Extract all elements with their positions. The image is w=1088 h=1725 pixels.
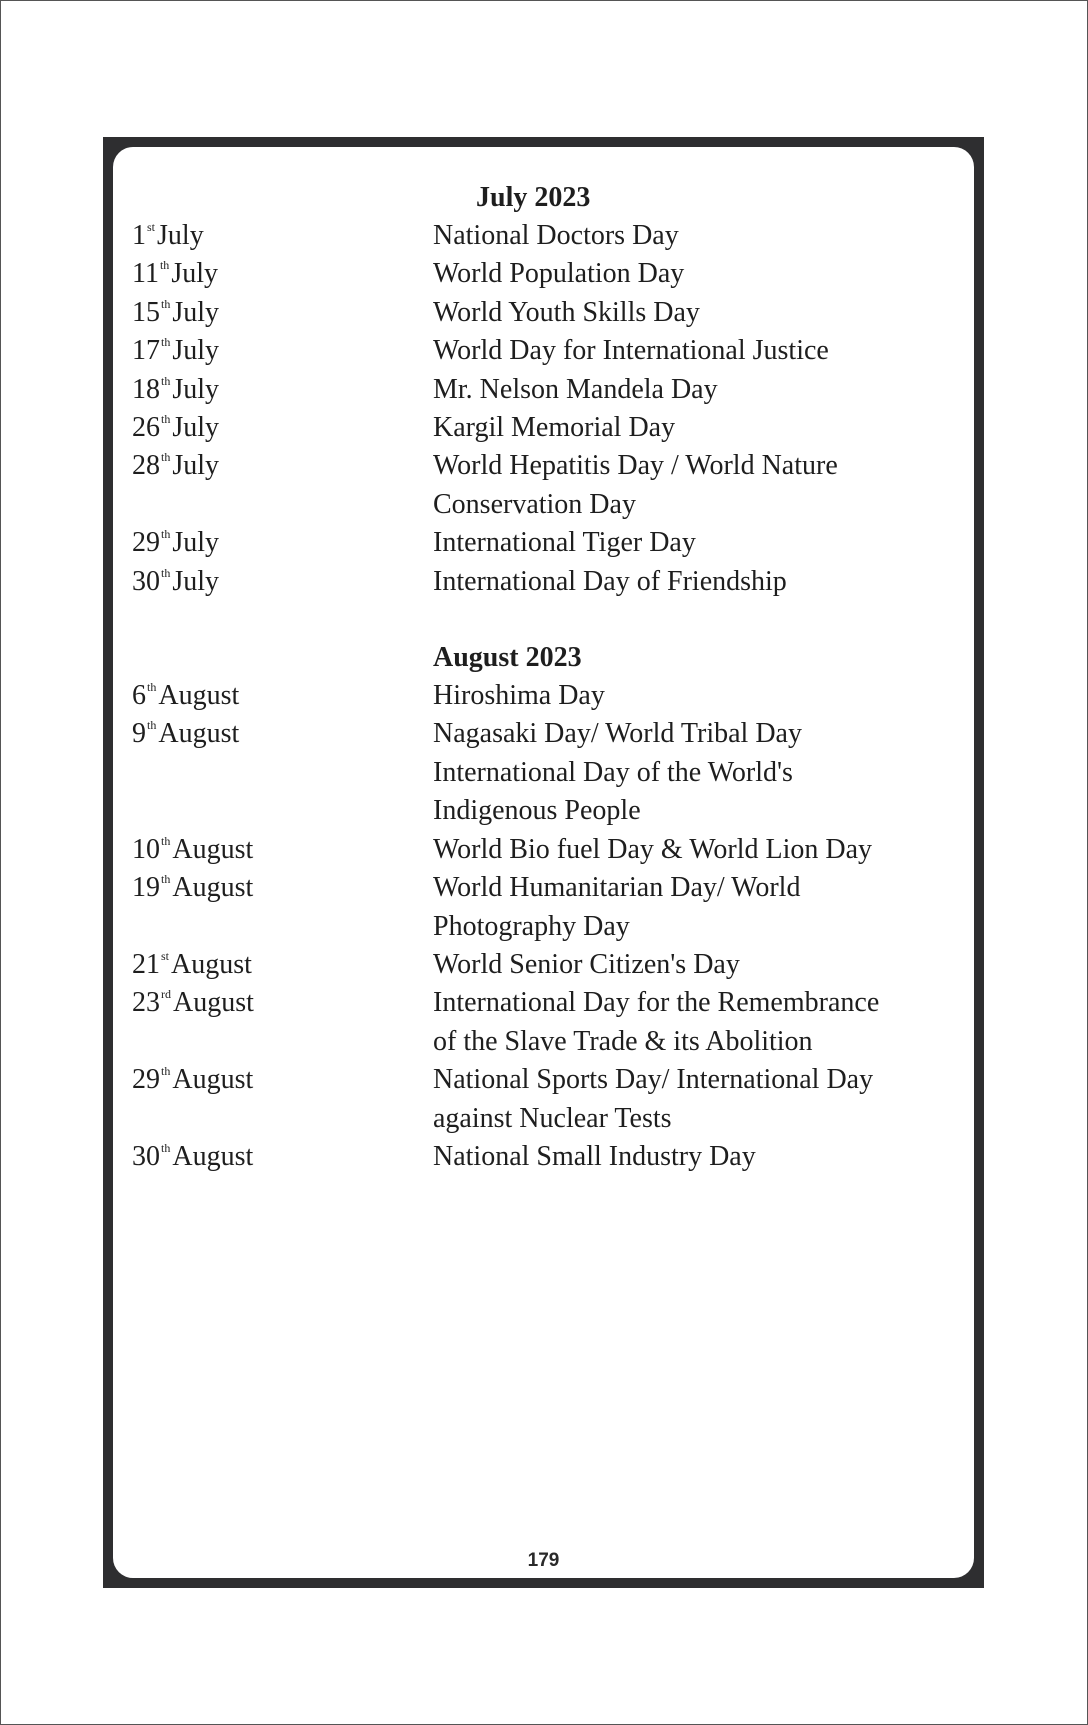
- date-month: July: [172, 296, 220, 328]
- date-ordinal-suffix: st: [161, 948, 170, 963]
- date-ordinal-suffix: th: [161, 833, 171, 848]
- observance-date: [132, 1138, 433, 1176]
- observance-row: [132, 524, 962, 562]
- observance-row: [132, 294, 962, 332]
- date-day: 6: [132, 680, 146, 712]
- observance-name-line: Hiroshima Day: [433, 680, 605, 712]
- date-ordinal-suffix: th: [159, 258, 170, 273]
- observance-row: [132, 563, 962, 601]
- date-month: July: [172, 373, 220, 405]
- date-day: 23: [132, 987, 160, 1019]
- observance-name-line: World Youth Skills Day: [433, 296, 700, 328]
- observance-name: [433, 1061, 962, 1138]
- date-ordinal-suffix: th: [161, 373, 171, 388]
- observance-date: [132, 677, 433, 715]
- observance-name-line: International Tiger Day: [433, 527, 696, 559]
- observance-name: [433, 1138, 962, 1176]
- observance-date: [132, 715, 433, 830]
- observance-date: [132, 869, 433, 946]
- date-month: July: [172, 527, 220, 559]
- date-day: 19: [132, 872, 160, 904]
- observance-row: [132, 869, 962, 946]
- july-entries: [132, 217, 962, 601]
- observance-date: [132, 217, 433, 255]
- observance-date: [132, 1061, 433, 1138]
- observance-name: [433, 447, 962, 524]
- date-month: August: [172, 833, 254, 865]
- page-frame: [103, 137, 984, 1588]
- observance-name: [433, 946, 962, 984]
- date-ordinal-suffix: th: [161, 296, 171, 311]
- date-month: August: [158, 718, 240, 750]
- observance-row: [132, 1138, 962, 1176]
- date-day: 21: [132, 948, 160, 980]
- observance-row: [132, 677, 962, 715]
- observance-date: [132, 831, 433, 869]
- observance-name: [433, 217, 962, 255]
- observance-name-line: Mr. Nelson Mandela Day: [433, 373, 718, 405]
- date-ordinal-suffix: th: [147, 718, 157, 733]
- observance-date: [132, 447, 433, 524]
- observance-name: [433, 409, 962, 447]
- observance-name-line: Photography Day: [433, 910, 630, 942]
- date-day: 30: [132, 565, 160, 597]
- august-entries: [132, 677, 962, 1176]
- observance-name-line: National Sports Day/ International Day: [433, 1064, 874, 1096]
- observance-name: [433, 869, 962, 946]
- date-month: August: [171, 948, 252, 980]
- section-heading-august: August 2023: [433, 642, 582, 674]
- observance-name: [433, 715, 962, 830]
- observance-row: [132, 831, 962, 869]
- date-month: July: [172, 335, 220, 367]
- observance-date: [132, 946, 433, 984]
- observance-row: [132, 332, 962, 370]
- observance-date: [132, 332, 433, 370]
- observance-name-line: National Small Industry Day: [433, 1140, 756, 1172]
- date-ordinal-suffix: th: [161, 412, 171, 427]
- page-number: 179: [527, 1550, 560, 1571]
- date-day: 15: [132, 296, 160, 328]
- date-ordinal-suffix: th: [161, 565, 171, 580]
- date-month: August: [172, 872, 254, 904]
- date-month: July: [172, 412, 220, 444]
- observance-name: [433, 294, 962, 332]
- observance-row: [132, 447, 962, 524]
- observance-date: [132, 255, 433, 293]
- observance-name-line: World Hepatitis Day / World Nature: [433, 450, 838, 482]
- date-ordinal-suffix: st: [147, 220, 156, 234]
- observance-name: [433, 677, 962, 715]
- observance-row: [132, 217, 962, 255]
- date-month: August: [173, 987, 254, 1019]
- observance-row: [132, 255, 962, 293]
- observance-name: [433, 255, 962, 293]
- observance-date: [132, 563, 433, 601]
- date-day: 17: [132, 335, 160, 367]
- date-day: 28: [132, 450, 160, 482]
- date-month: August: [158, 680, 240, 712]
- observance-name-line: World Day for International Justice: [433, 335, 829, 367]
- observance-date: [132, 371, 433, 409]
- observance-name-line: Conservation Day: [433, 488, 636, 520]
- observance-name-line: Indigenous People: [433, 795, 641, 827]
- observance-name-line: Kargil Memorial Day: [433, 412, 676, 444]
- observance-name: [433, 831, 962, 869]
- observance-date: [132, 294, 433, 332]
- observance-name-line: World Population Day: [433, 258, 685, 290]
- observance-name-line: World Senior Citizen's Day: [433, 948, 740, 980]
- observance-row: [132, 371, 962, 409]
- date-month: August: [172, 1064, 254, 1096]
- date-day: 11: [132, 258, 159, 290]
- observance-row: [132, 984, 962, 1061]
- date-ordinal-suffix: rd: [161, 987, 171, 1002]
- date-day: 9: [132, 718, 146, 750]
- date-ordinal-suffix: th: [147, 680, 157, 695]
- date-day: 1: [132, 220, 146, 251]
- date-ordinal-suffix: th: [161, 872, 171, 887]
- date-ordinal-suffix: th: [161, 335, 171, 350]
- section-heading-july: July 2023: [476, 182, 591, 213]
- date-ordinal-suffix: th: [161, 527, 171, 542]
- date-month: July: [172, 565, 220, 597]
- observance-date: [132, 984, 433, 1061]
- observance-name: [433, 371, 962, 409]
- observance-name-line: National Doctors Day: [433, 220, 679, 251]
- observance-date: [132, 409, 433, 447]
- observance-name: [433, 332, 962, 370]
- calendar-content: [132, 179, 962, 1176]
- observance-row: [132, 1061, 962, 1138]
- date-day: 29: [132, 1064, 160, 1096]
- observance-name-line: World Bio fuel Day & World Lion Day: [433, 833, 873, 865]
- observance-name-line: International Day of the World's: [433, 756, 793, 788]
- observance-name-line: against Nuclear Tests: [433, 1102, 672, 1134]
- content-card: [113, 147, 974, 1578]
- observance-row: [132, 715, 962, 830]
- date-day: 30: [132, 1140, 160, 1172]
- date-day: 26: [132, 412, 160, 444]
- date-month: July: [157, 220, 204, 251]
- observance-date: [132, 524, 433, 562]
- observance-name-line: International Day for the Remembrance: [433, 987, 880, 1019]
- observance-name-line: Nagasaki Day/ World Tribal Day: [433, 718, 802, 750]
- date-day: 10: [132, 833, 160, 865]
- observance-name-line: World Humanitarian Day/ World: [433, 872, 801, 904]
- date-day: 18: [132, 373, 160, 405]
- observance-name: [433, 984, 962, 1061]
- date-month: July: [172, 450, 220, 482]
- date-ordinal-suffix: th: [161, 1140, 171, 1155]
- date-ordinal-suffix: th: [161, 450, 171, 465]
- date-ordinal-suffix: th: [161, 1064, 171, 1079]
- observance-name-line: of the Slave Trade & its Abolition: [433, 1025, 813, 1057]
- observance-name: [433, 563, 962, 601]
- date-month: July: [171, 258, 218, 290]
- observance-row: [132, 409, 962, 447]
- observance-row: [132, 946, 962, 984]
- observance-name-line: International Day of Friendship: [433, 565, 787, 597]
- date-day: 29: [132, 527, 160, 559]
- date-month: August: [172, 1140, 254, 1172]
- observance-name: [433, 524, 962, 562]
